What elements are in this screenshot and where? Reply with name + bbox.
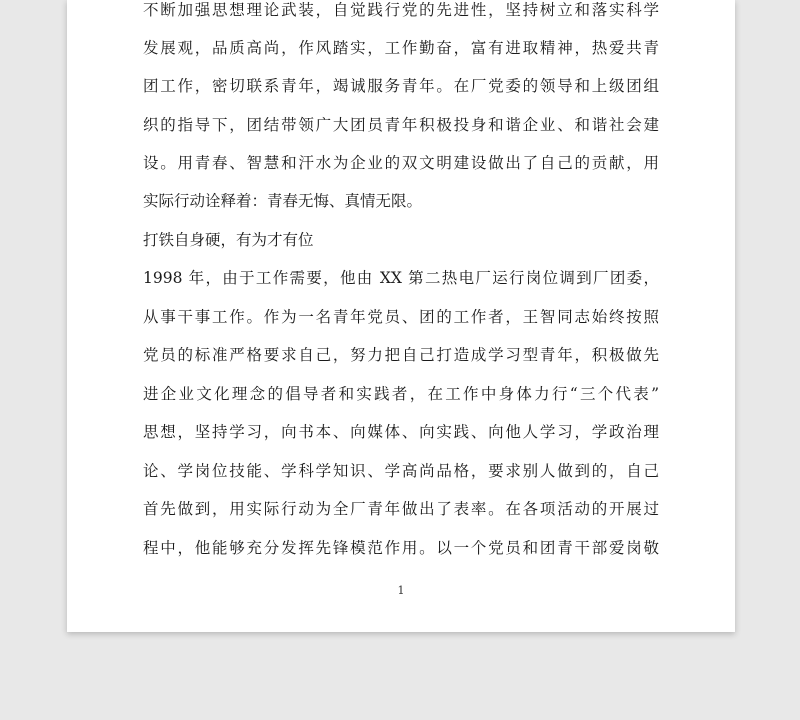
section-heading: 打铁自身硬，有为才有位 bbox=[143, 231, 314, 249]
text-line: 思想，坚持学习，向书本、向媒体、向实践、向他人学习，学政治理 bbox=[143, 423, 659, 441]
text-line: 实际行动诠释着：青春无悔、真情无限。 bbox=[143, 192, 423, 210]
text-line: 发展观，品质高尚，作风踏实，工作勤奋，富有进取精神，热爱共青 bbox=[143, 39, 659, 57]
page-number: 1 bbox=[397, 584, 405, 597]
document-page bbox=[67, 0, 735, 632]
text-line: 不断加强思想理论武装，自觉践行党的先进性，坚持树立和落实科学 bbox=[143, 1, 659, 19]
text-line: 程中，他能够充分发挥先锋模范作用。以一个党员和团青干部爱岗敬 bbox=[143, 539, 659, 557]
text-line: 首先做到，用实际行动为全厂青年做出了表率。在各项活动的开展过 bbox=[143, 500, 659, 518]
text-line: 从事干事工作。作为一名青年党员、团的工作者，王智同志始终按照 bbox=[143, 308, 659, 326]
text-line: 进企业文化理念的倡导者和实践者，在工作中身体力行“三个代表” bbox=[143, 385, 659, 403]
text-line: 1998 年，由于工作需要，他由 XX 第二热电厂运行岗位调到厂团委， bbox=[143, 269, 659, 287]
text-line: 论、学岗位技能、学科学知识、学高尚品格，要求别人做到的，自己 bbox=[143, 462, 659, 480]
text-line: 织的指导下，团结带领广大团员青年积极投身和谐企业、和谐社会建 bbox=[143, 116, 659, 134]
text-line: 设。用青春、智慧和汗水为企业的双文明建设做出了自己的贡献，用 bbox=[143, 154, 659, 172]
text-line: 团工作，密切联系青年，竭诚服务青年。在厂党委的领导和上级团组 bbox=[143, 77, 659, 95]
text-line: 党员的标准严格要求自己，努力把自己打造成学习型青年，积极做先 bbox=[143, 346, 659, 364]
